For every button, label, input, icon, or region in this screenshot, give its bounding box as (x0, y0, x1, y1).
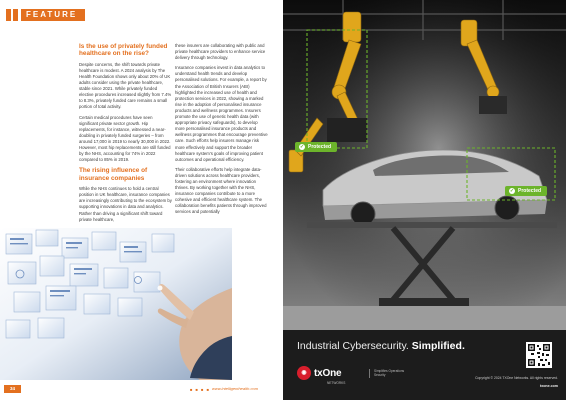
paragraph: these insurers are collaborating with public and private healthcare providers to enhance service delivery through technology. (175, 43, 266, 61)
paragraph: Despite concerns, the shift towards private healthcare is modest. A 2024 analysis by The Health Foundation shows only about 20% of UK adults consider using the private healthcare, stable since 2021. While privately funded elective procedures increased slightly from 7.4% to 8.3%, privately funded care remains a small portion of total activity. (79, 61, 172, 110)
page-footer (0, 382, 283, 396)
feature-accent-mark (13, 9, 18, 21)
txone-advert (283, 0, 566, 400)
ad-headline (297, 340, 465, 352)
check-icon: ✓ (299, 144, 305, 150)
heading-private-healthcare: Is the use of privately funded healthcare on the rise? (79, 43, 168, 58)
footer-url[interactable]: www.intelligenthealth.com (212, 386, 259, 391)
check-icon: ✓ (509, 188, 515, 194)
page-number: 34 (4, 385, 21, 393)
ad-headline-plain: Industrial Cybersecurity. (297, 340, 412, 352)
paragraph: Certain medical procedures have seen significant private sector growth. Hip replacements, for instance, witnessed a near-doubling in privately funded surgeries – from around 17,000 in 2019 to nearly 30,000 in 2022. However, most hip replacements are still funded by the NHS, accounting for 74% in 2022 compared to 85% in 2019. (79, 114, 171, 163)
ad-tagline: Simplifies Operations Security (369, 369, 416, 378)
ad-headline-bold: Simplified. (411, 340, 465, 352)
qr-code-icon[interactable] (526, 342, 552, 368)
feature-label: FEATURE (21, 9, 85, 21)
brand-name: txOne (314, 367, 342, 379)
feature-header (0, 9, 85, 21)
text-column-2 (175, 43, 268, 220)
heading-insurance-companies: The rising influence of insurance companies (79, 167, 148, 182)
protected-label: Protected (518, 188, 542, 194)
footer-ornament: ■ ■ ■ ■ (190, 387, 210, 392)
paragraph: Their collaborative efforts help integrate data-driven solutions across healthcare providers, fostering an environment where innovation thrives. By working together with the NHS, insurance companies contribute to a more cohesive and efficient healthcare system. The collaboration benefits patients through improved services and potentially (175, 166, 267, 215)
ad-url[interactable]: txone.com (540, 384, 558, 388)
healthcare-technology-image (0, 228, 232, 380)
feature-accent-mark (6, 9, 11, 21)
txone-logo (297, 366, 346, 385)
protected-badge (505, 186, 547, 196)
paragraph: Insurance companies invest in data analytics to understand health trends and develop personalised solutions. For example, a report by the Association of British Insurers (ABI) highlighted the increased use of health and protection services in 2022, showing a marked rise in the adoption of personalised insurance products and wellness programmes. Insurers promote the use of genetic health data (with appropriate privacy safeguards), to develop more personalised insurance products and wellness programmes that encourage preventive care. Such efforts help insurers manage risk more effectively and support the broader healthcare system's goals of improving patient outcomes and operational efficiency. (175, 65, 268, 162)
factory-robot-photo (283, 0, 566, 330)
paragraph: While the NHS continues to hold a central position in UK healthcare, insurance companies are increasingly contributing to the ecosystem by supporting innovations in data and analytics. Rather than driving a significant shift toward private healthcare, (79, 186, 172, 222)
ad-copyright: Copyright © 2024 TXOne Networks. All rights reserved. (475, 376, 558, 380)
txone-logo-icon: ◉ (297, 366, 311, 380)
text-column-1 (79, 43, 172, 227)
protected-label: Protected (308, 144, 332, 150)
protected-badge (295, 142, 337, 152)
brand-sub: NETWORKS (327, 381, 346, 385)
